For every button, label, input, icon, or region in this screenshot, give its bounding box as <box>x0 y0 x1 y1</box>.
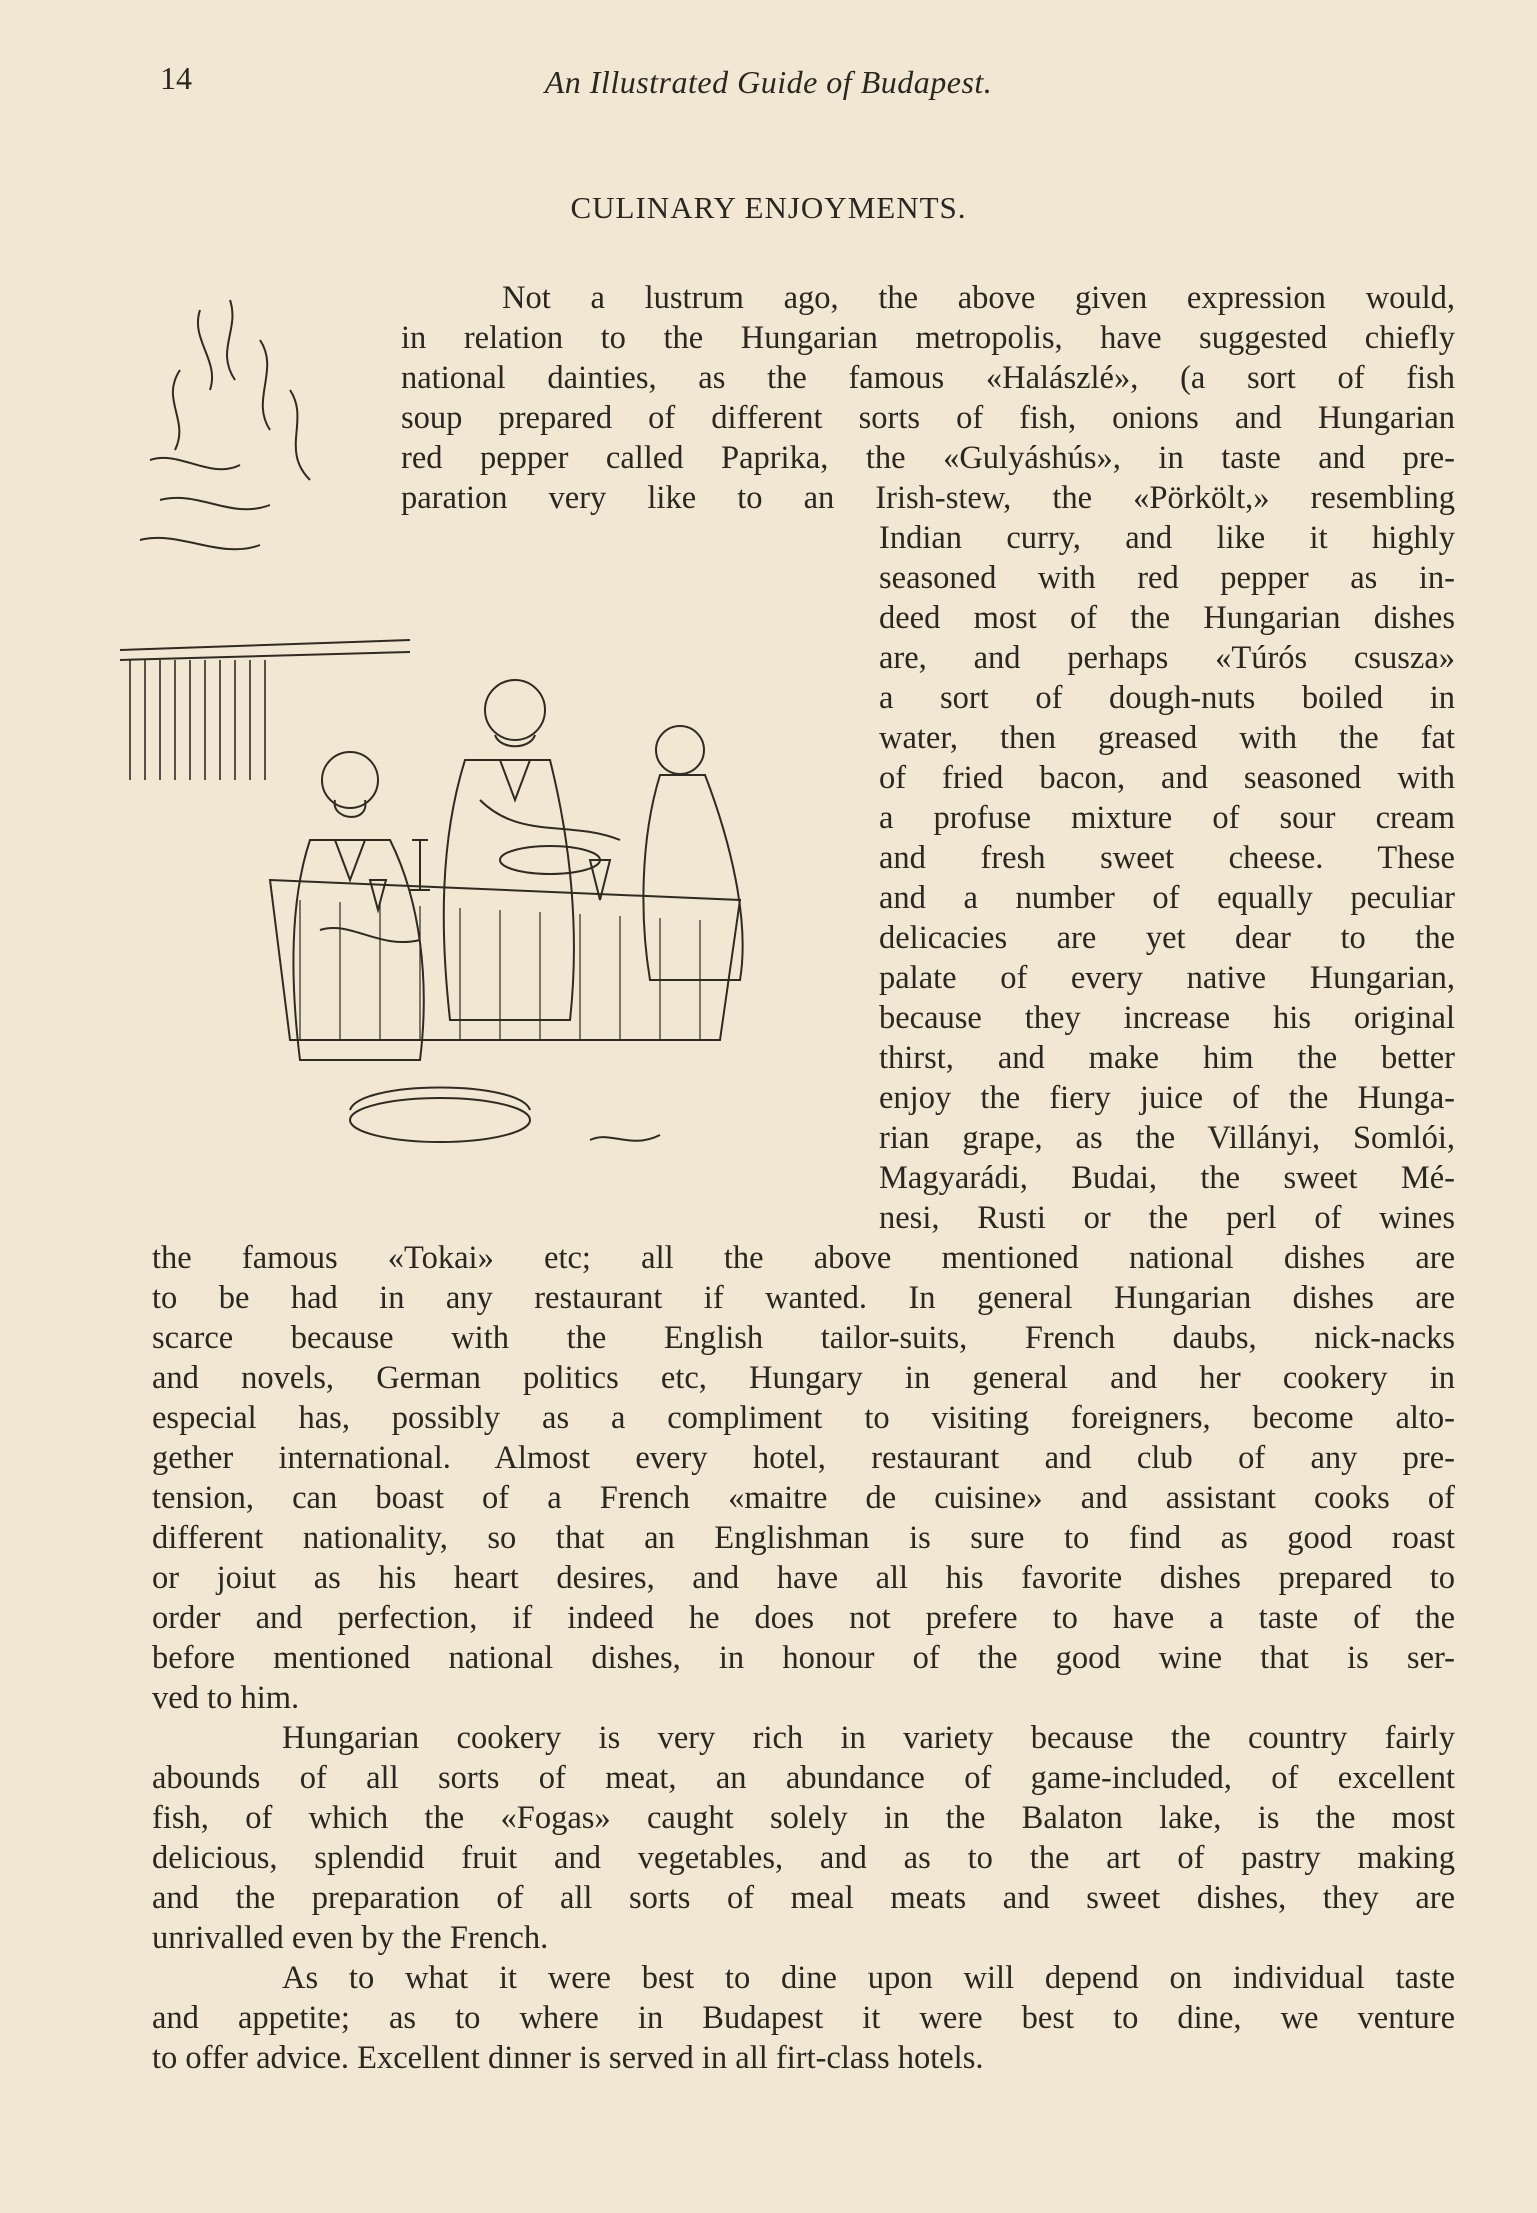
text-line: rian grape, as the Villányi, Somlói, <box>879 1120 1455 1156</box>
text-line: different nationality, so that an Englishman is sure to find as good roast <box>152 1520 1455 1556</box>
text-line: seasoned with red pepper as in- <box>879 560 1455 596</box>
text-line: Hungarian cookery is very rich in variety because the country fairly <box>282 1720 1455 1756</box>
text-line: delicacies are yet dear to the <box>879 920 1455 956</box>
text-line: tension, can boast of a French «maitre de cuisine» and assistant cooks of <box>152 1480 1455 1516</box>
text-line: abounds of all sorts of meat, an abundance of game-included, of excellent <box>152 1760 1455 1796</box>
text-line: or joiut as his heart desires, and have all his favorite dishes prepared to <box>152 1560 1455 1596</box>
text-line: and appetite; as to where in Budapest it were best to dine, we venture <box>152 2000 1455 2036</box>
text-line: and novels, German politics etc, Hungary in general and her cookery in <box>152 1360 1455 1396</box>
text-line: unrivalled even by the French. <box>152 1920 549 1956</box>
text-line: especial has, possibly as a compliment to visiting foreigners, become alto- <box>152 1400 1455 1436</box>
text-line: paration very like to an Irish-stew, the «Pörkölt,» resembling <box>401 480 1455 516</box>
text-line: because they increase his original <box>879 1000 1455 1036</box>
text-line: are, and perhaps «Túrós csusza» <box>879 640 1455 676</box>
text-line: palate of every native Hungarian, <box>879 960 1455 996</box>
text-line: water, then greased with the fat <box>879 720 1455 756</box>
text-line: to offer advice. Excellent dinner is served in all firt-class hotels. <box>152 2040 984 2076</box>
text-line: Magyarádi, Budai, the sweet Mé- <box>879 1160 1455 1196</box>
running-title: An Illustrated Guide of Budapest. <box>544 64 993 100</box>
text-line: the famous «Tokai» etc; all the above mentioned national dishes are <box>152 1240 1455 1276</box>
text-line: nesi, Rusti or the perl of wines <box>879 1200 1455 1236</box>
text-line: and fresh sweet cheese. These <box>879 840 1455 876</box>
text-line: and a number of equally peculiar <box>879 880 1455 916</box>
page-number: 14 <box>160 60 192 96</box>
text-line: As to what it were best to dine upon will depend on individual taste <box>282 1960 1455 1996</box>
text-line: a profuse mixture of sour cream <box>879 800 1455 836</box>
text-line: enjoy the fiery juice of the Hunga- <box>879 1080 1455 1116</box>
section-title: CULINARY ENJOYMENTS. <box>570 190 967 225</box>
text-line: scarce because with the English tailor-suits, French daubs, nick-nacks <box>152 1320 1455 1356</box>
text-line: red pepper called Paprika, the «Gulyáshús», in taste and pre- <box>401 440 1455 476</box>
text-line: in relation to the Hungarian metropolis, have suggested chiefly <box>401 320 1455 356</box>
text-line: a sort of dough-nuts boiled in <box>879 680 1455 716</box>
text-line: thirst, and make him the better <box>879 1040 1455 1076</box>
text-line: Not a lustrum ago, the above given expression would, <box>502 280 1455 316</box>
text-line: to be had in any restaurant if wanted. In general Hungarian dishes are <box>152 1280 1455 1316</box>
text-line: before mentioned national dishes, in honour of the good wine that is ser- <box>152 1640 1455 1676</box>
page-header <box>0 60 1537 110</box>
text-line: and the preparation of all sorts of meal meats and sweet dishes, they are <box>152 1880 1455 1916</box>
text-line: Indian curry, and like it highly <box>879 520 1455 556</box>
text-line: deed most of the Hungarian dishes <box>879 600 1455 636</box>
text-line: delicious, splendid fruit and vegetables, and as to the art of pastry making <box>152 1840 1455 1876</box>
text-line: of fried bacon, and seasoned with <box>879 760 1455 796</box>
text-line: national dainties, as the famous «Halászlé», (a sort of fish <box>401 360 1455 396</box>
text-line: ved to him. <box>152 1680 300 1716</box>
text-line: gether international. Almost every hotel, restaurant and club of any pre- <box>152 1440 1455 1476</box>
text-line: soup prepared of different sorts of fish, onions and Hungarian <box>401 400 1455 436</box>
text-line: order and perfection, if indeed he does not prefere to have a taste of the <box>152 1600 1455 1636</box>
text-line: fish, of which the «Fogas» caught solely in the Balaton lake, is the most <box>152 1800 1455 1836</box>
